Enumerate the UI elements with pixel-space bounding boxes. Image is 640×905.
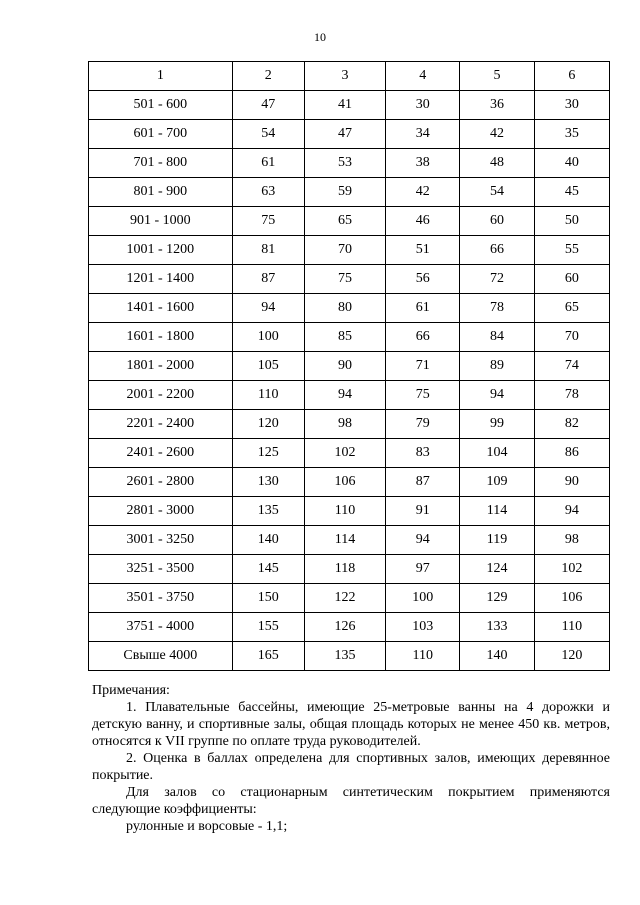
value-cell: 119 [460,526,534,555]
table-body [89,62,610,671]
value-cell: 79 [386,410,460,439]
value-cell: 59 [304,178,385,207]
value-cell: 2 [232,62,304,91]
table-row [89,439,610,468]
value-cell: 133 [460,613,534,642]
value-cell: 140 [232,526,304,555]
area-range-cell: Свыше 4000 [89,642,233,671]
area-range-cell: 1601 - 1800 [89,323,233,352]
area-range-cell: 2401 - 2600 [89,439,233,468]
area-range-cell: 501 - 600 [89,91,233,120]
value-cell: 4 [386,62,460,91]
value-cell: 125 [232,439,304,468]
area-range-cell: 701 - 800 [89,149,233,178]
value-cell: 34 [386,120,460,149]
value-cell: 94 [460,381,534,410]
area-range-cell: 3001 - 3250 [89,526,233,555]
value-cell: 56 [386,265,460,294]
value-cell: 87 [386,468,460,497]
value-cell: 140 [460,642,534,671]
value-cell: 54 [460,178,534,207]
table-row [89,410,610,439]
value-cell: 129 [460,584,534,613]
value-cell: 80 [304,294,385,323]
value-cell: 94 [232,294,304,323]
table-row [89,352,610,381]
table-row [89,497,610,526]
table-row [89,91,610,120]
value-cell: 42 [386,178,460,207]
value-cell: 61 [232,149,304,178]
value-cell: 122 [304,584,385,613]
value-cell: 165 [232,642,304,671]
value-cell: 55 [534,236,609,265]
area-range-cell: 1201 - 1400 [89,265,233,294]
value-cell: 75 [386,381,460,410]
value-cell: 86 [534,439,609,468]
value-cell: 60 [534,265,609,294]
value-cell: 38 [386,149,460,178]
value-cell: 50 [534,207,609,236]
value-cell: 106 [534,584,609,613]
value-cell: 78 [460,294,534,323]
notes-section [92,682,610,835]
value-cell: 66 [386,323,460,352]
value-cell: 106 [304,468,385,497]
value-cell: 45 [534,178,609,207]
value-cell: 70 [534,323,609,352]
note-paragraph-3: Для залов со стационарным синтетическим покрытием применяются следующие коэффициенты: [92,785,610,817]
note-paragraph-2: 2. Оценка в баллах определена для спортивных залов, имеющих деревянное покрытие. [92,751,610,783]
value-cell: 110 [534,613,609,642]
area-range-cell: 2601 - 2800 [89,468,233,497]
value-cell: 47 [304,120,385,149]
area-range-cell: 3251 - 3500 [89,555,233,584]
value-cell: 109 [460,468,534,497]
value-cell: 145 [232,555,304,584]
value-cell: 114 [304,526,385,555]
table-row [89,468,610,497]
value-cell: 114 [460,497,534,526]
page-number: 10 [314,30,326,44]
table-row [89,265,610,294]
value-cell: 65 [304,207,385,236]
value-cell: 66 [460,236,534,265]
points-table [88,61,610,671]
value-cell: 78 [534,381,609,410]
value-cell: 72 [460,265,534,294]
value-cell: 82 [534,410,609,439]
value-cell: 30 [386,91,460,120]
header-row [89,62,610,91]
value-cell: 35 [534,120,609,149]
value-cell: 94 [386,526,460,555]
table-row [89,120,610,149]
value-cell: 103 [386,613,460,642]
table-row [89,178,610,207]
value-cell: 87 [232,265,304,294]
value-cell: 41 [304,91,385,120]
note-paragraph-4: рулонные и ворсовые - 1,1; [126,819,288,834]
table-row [89,555,610,584]
value-cell: 53 [304,149,385,178]
area-range-cell: 2801 - 3000 [89,497,233,526]
value-cell: 90 [534,468,609,497]
value-cell: 130 [232,468,304,497]
value-cell: 110 [386,642,460,671]
value-cell: 105 [232,352,304,381]
area-range-cell: 3751 - 4000 [89,613,233,642]
value-cell: 30 [534,91,609,120]
value-cell: 91 [386,497,460,526]
area-range-cell: 2001 - 2200 [89,381,233,410]
value-cell: 63 [232,178,304,207]
table-row [89,584,610,613]
value-cell: 70 [304,236,385,265]
value-cell: 46 [386,207,460,236]
value-cell: 75 [232,207,304,236]
value-cell: 36 [460,91,534,120]
table-row [89,613,610,642]
value-cell: 81 [232,236,304,265]
value-cell: 102 [304,439,385,468]
value-cell: 100 [232,323,304,352]
value-cell: 3 [304,62,385,91]
table-row [89,236,610,265]
table-row [89,207,610,236]
value-cell: 48 [460,149,534,178]
value-cell: 135 [232,497,304,526]
area-range-cell: 2201 - 2400 [89,410,233,439]
value-cell: 47 [232,91,304,120]
value-cell: 61 [386,294,460,323]
table-row [89,642,610,671]
area-range-cell: 801 - 900 [89,178,233,207]
value-cell: 5 [460,62,534,91]
value-cell: 51 [386,236,460,265]
value-cell: 40 [534,149,609,178]
value-cell: 94 [304,381,385,410]
value-cell: 150 [232,584,304,613]
area-range-cell: 1801 - 2000 [89,352,233,381]
value-cell: 94 [534,497,609,526]
value-cell: 97 [386,555,460,584]
area-range-cell: 601 - 700 [89,120,233,149]
value-cell: 98 [304,410,385,439]
value-cell: 89 [460,352,534,381]
table-row [89,381,610,410]
value-cell: 100 [386,584,460,613]
value-cell: 83 [386,439,460,468]
value-cell: 74 [534,352,609,381]
value-cell: 110 [232,381,304,410]
value-cell: 65 [534,294,609,323]
value-cell: 102 [534,555,609,584]
notes-title: Примечания: [92,683,170,698]
value-cell: 75 [304,265,385,294]
area-range-cell: 1001 - 1200 [89,236,233,265]
value-cell: 71 [386,352,460,381]
value-cell: 54 [232,120,304,149]
table-row [89,294,610,323]
value-cell: 126 [304,613,385,642]
value-cell: 90 [304,352,385,381]
area-range-cell: 901 - 1000 [89,207,233,236]
value-cell: 98 [534,526,609,555]
table-row [89,323,610,352]
value-cell: 85 [304,323,385,352]
value-cell: 84 [460,323,534,352]
table-row [89,149,610,178]
area-range-cell: 1401 - 1600 [89,294,233,323]
value-cell: 60 [460,207,534,236]
value-cell: 104 [460,439,534,468]
value-cell: 124 [460,555,534,584]
value-cell: 6 [534,62,609,91]
area-range-cell: 3501 - 3750 [89,584,233,613]
value-cell: 155 [232,613,304,642]
value-cell: 135 [304,642,385,671]
area-range-cell: 1 [89,62,233,91]
value-cell: 120 [232,410,304,439]
value-cell: 99 [460,410,534,439]
table-row [89,526,610,555]
value-cell: 118 [304,555,385,584]
value-cell: 110 [304,497,385,526]
note-paragraph-1: 1. Плавательные бассейны, имеющие 25-метровые ванны на 4 дорожки и детскую ванну, и спортивные залы, общая площадь которых не менее 450 кв. метров, относятся к VII группе по оплате труда руководителей. [92,700,610,749]
value-cell: 120 [534,642,609,671]
value-cell: 42 [460,120,534,149]
